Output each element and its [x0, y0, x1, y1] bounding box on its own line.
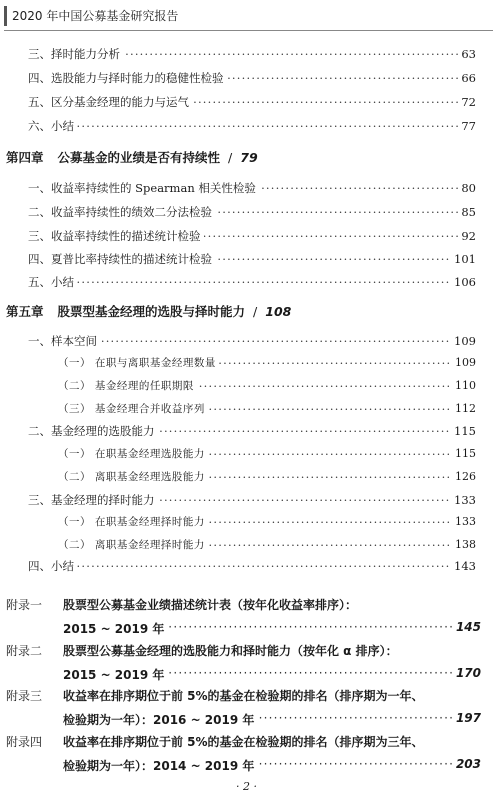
chapter-title: 公募基金的业绩是否有持续性: [57, 150, 221, 165]
chapter-heading[interactable]: [6, 148, 258, 166]
chapter-number: 第五章: [6, 304, 44, 319]
toc-entry-page: 66: [458, 70, 476, 86]
toc-entry-label: （二） 离职基金经理选股能力: [58, 469, 208, 485]
toc-entry-page: 80: [458, 180, 476, 196]
appendix-page: 197: [453, 711, 481, 725]
appendix-page: 145: [453, 620, 481, 634]
toc-entry-page: 109: [452, 355, 476, 371]
toc-section-entry[interactable]: [28, 492, 476, 508]
appendix-title: 收益率在排序期位于前 5%的基金在检验期的排名（排序期为三年、: [63, 735, 424, 749]
toc-entry-label: 一、样本空间: [28, 333, 100, 349]
toc-entry-label: （二） 基金经理的任职期限: [58, 378, 197, 394]
toc-entry-label: 三、基金经理的择时能力: [28, 492, 158, 508]
toc-entry-label: 六、小结: [28, 118, 77, 134]
toc-entry-label: （一） 在职基金经理择时能力: [58, 514, 208, 530]
toc-entry-page: 133: [451, 492, 476, 508]
toc-entry-label: 四、选股能力与择时能力的稳健性检验: [28, 70, 227, 86]
header-title: 2020 年中国公募基金研究报告: [12, 9, 179, 23]
toc-section-entry[interactable]: [28, 558, 476, 574]
appendix-continuation: [63, 620, 481, 636]
toc-entry-page: 72: [458, 94, 476, 110]
toc-subsection-entry[interactable]: [58, 469, 476, 485]
appendix-title: 收益率在排序期位于前 5%的基金在检验期的排名（排序期为一年、: [63, 689, 424, 703]
chapter-separator: /: [228, 150, 233, 165]
toc-entry-page: 110: [452, 378, 476, 394]
toc-entry-label: 四、夏普比率持续性的描述统计检验: [28, 251, 215, 267]
toc-section-entry[interactable]: [28, 274, 476, 290]
toc-entry-page: 109: [451, 333, 476, 349]
toc-entry-label: 五、小结: [28, 274, 77, 290]
toc-entry-page: 112: [452, 401, 476, 417]
toc-section-entry[interactable]: [28, 204, 476, 220]
toc-entry-label: 三、择时能力分析: [28, 46, 123, 62]
toc-entry-page: 126: [452, 469, 476, 485]
toc-section-entry[interactable]: [28, 423, 476, 439]
toc-entry-page: 115: [451, 423, 476, 439]
appendix-title-cont: 检验期为一年）：2014 ~ 2019 年: [63, 757, 257, 774]
chapter-title: 股票型基金经理的选股与择时能力: [57, 304, 246, 319]
toc-section-entry[interactable]: [28, 94, 476, 110]
toc-subsection-entry[interactable]: [58, 446, 476, 462]
toc-entry-page: 106: [451, 274, 476, 290]
toc-entry-label: （二） 离职基金经理择时能力: [58, 537, 208, 553]
toc-subsection-entry[interactable]: [58, 401, 476, 417]
toc-entry-page: 143: [451, 558, 476, 574]
appendix-continuation: [63, 666, 481, 682]
chapter-heading[interactable]: [6, 302, 291, 320]
chapter-separator: /: [253, 304, 258, 319]
toc-entry-label: 三、收益率持续性的描述统计检验: [28, 228, 204, 244]
header-accent-bar: [4, 6, 7, 26]
appendix-page: 203: [453, 757, 481, 771]
toc-section-entry[interactable]: [28, 333, 476, 349]
appendix-entry[interactable]: [6, 596, 482, 640]
toc-entry-page: 115: [452, 446, 476, 462]
chapter-number: 第四章: [6, 150, 44, 165]
toc-section-entry[interactable]: [28, 228, 476, 244]
appendix-number: 附录三: [6, 689, 43, 703]
dot-leader: [28, 274, 476, 290]
appendix-number: 附录二: [6, 644, 43, 658]
appendix-title-cont: 2015 ~ 2019 年: [63, 666, 167, 683]
toc-entry-page: 92: [458, 228, 476, 244]
appendix-number: 附录四: [6, 735, 43, 749]
toc-section-entry[interactable]: [28, 251, 476, 267]
toc-section-entry[interactable]: [28, 118, 476, 134]
toc-entry-label: 五、区分基金经理的能力与运气: [28, 94, 192, 110]
toc-entry-page: 138: [452, 537, 476, 553]
appendix-entry[interactable]: [6, 687, 482, 731]
toc-entry-label: （一） 在职基金经理选股能力: [58, 446, 208, 462]
toc-section-entry[interactable]: [28, 70, 476, 86]
toc-entry-page: 101: [451, 251, 476, 267]
toc-section-entry[interactable]: [28, 180, 476, 196]
toc-entry-label: （三） 基金经理合并收益序列: [58, 401, 208, 417]
appendix-number: 附录一: [6, 598, 43, 612]
header-rule: [4, 30, 493, 31]
toc-entry-label: 四、小结: [28, 558, 77, 574]
toc-entry-page: 85: [458, 204, 476, 220]
appendix-entry[interactable]: [6, 642, 482, 686]
toc-entry-page: 77: [458, 118, 476, 134]
toc-entry-label: 二、基金经理的选股能力: [28, 423, 158, 439]
running-header: [0, 0, 493, 32]
appendix-entry[interactable]: [6, 733, 482, 777]
appendix-title: 股票型公募基金业绩描述统计表（按年化收益率排序）：: [63, 598, 358, 612]
toc-subsection-entry[interactable]: [58, 378, 476, 394]
dot-leader: [28, 118, 476, 134]
toc-entry-page: 63: [458, 46, 476, 62]
dot-leader: [28, 558, 476, 574]
toc-entry-page: 133: [452, 514, 476, 530]
toc-entry-label: 一、收益率持续性的 Spearman 相关性检验: [28, 180, 259, 196]
toc-subsection-entry[interactable]: [58, 514, 476, 530]
appendix-title-cont: 检验期为一年）：2016 ~ 2019 年: [63, 711, 257, 728]
toc-entry-label: 二、收益率持续性的绩效二分法检验: [28, 204, 215, 220]
appendix-title: 股票型公募基金经理的选股能力和择时能力（按年化 α 排序）：: [63, 644, 398, 658]
toc-section-entry[interactable]: [28, 46, 476, 62]
chapter-page: 79: [240, 150, 258, 165]
toc-subsection-entry[interactable]: [58, 355, 476, 371]
toc-entry-label: （一） 在职与离职基金经理数量: [58, 355, 219, 371]
chapter-page: 108: [265, 304, 292, 319]
appendix-title-cont: 2015 ~ 2019 年: [63, 620, 167, 637]
appendix-page: 170: [453, 666, 481, 680]
toc-subsection-entry[interactable]: [58, 537, 476, 553]
appendix-continuation: [63, 711, 481, 727]
appendix-continuation: [63, 757, 481, 773]
page-number: · 2 ·: [236, 780, 257, 793]
